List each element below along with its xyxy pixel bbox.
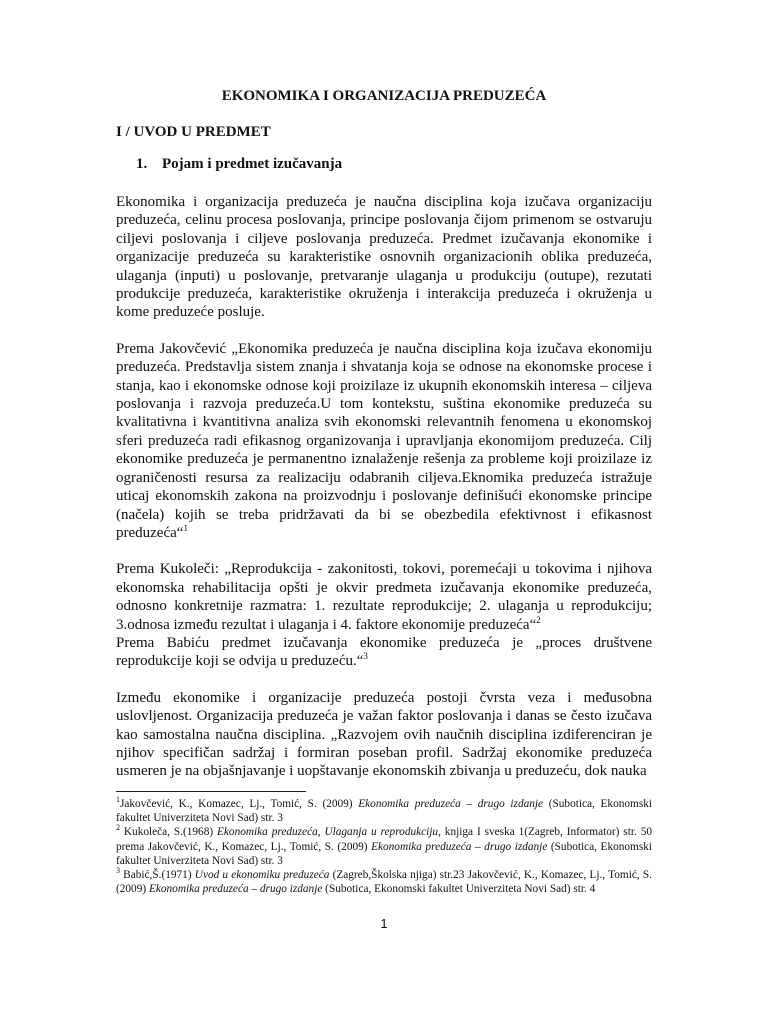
footnote-mark: 3 xyxy=(116,866,120,876)
paragraph-4-text: Prema Babiću predmet izučavanja ekonomike preduzeća je „proces društvene reprodukcije koji se odvija u preduzeću.“ xyxy=(116,634,652,670)
footnote-title: Uvod u ekonomiku preduzeća xyxy=(194,869,330,882)
paragraph-5: Između ekonomike i organizacije preduzeća postoji čvrsta veza i međusobna uslovljenost. Organizacija preduzeća je važan faktor poslovanja i danas se često izučava kao samostalna naučna disciplina. „Razvojem ovih naučnih disciplina izdiferenciran je njihov specifičan sadržaj i formiran poseban profil. Sadržaj ekonomike preduzeća usmeren je na objašnjavanje i uopštavanje ekonomskih zbivanja u preduzeću, dok nauka xyxy=(116,689,652,780)
footnote-mark: 2 xyxy=(116,823,120,833)
footnote-text: Kukoleča, S.(1968) xyxy=(120,826,218,839)
section-number: 1. xyxy=(136,156,148,172)
paragraph-3-text: Prema Kukoleči: „Reprodukcija - zakonitosti, tokovi, poremećaji u tokovima i njihova ekonomska rehabilitacija opšti je okvir predmeta izučavanja ekonomike preduzeća, odnosno konkretnije razmatra: 1. rezultate reprodukcije; 2. ulaganja u reprodukciju; 3.odnosa između rezultat i ulaganja i 4. faktore ekonomije preduzeća“ xyxy=(116,561,652,633)
footnote-text: , knjiga I sveska 1(Zagreb, Informator) str. 50 prema Jakovčević, K., Komazec, Lj., Tomić, S. (2009) xyxy=(116,826,652,853)
footnote-text: (Subotica, Ekonomski fakultet Univerziteta Novi Sad) str. 3 xyxy=(116,798,652,825)
chapter-heading: I / UVOD U PREDMET xyxy=(116,124,271,140)
page-number: 1 xyxy=(380,916,388,931)
paragraph-4 xyxy=(116,634,652,671)
section-heading xyxy=(136,156,342,173)
footnote-text: Babić,Š.(1971) xyxy=(120,869,195,882)
footnote-ref-2[interactable]: 2 xyxy=(536,614,541,625)
footnote-mark: 1 xyxy=(116,795,120,805)
body-text xyxy=(116,193,652,799)
paragraph-3 xyxy=(116,560,652,634)
paragraph-2-text: Prema Jakovčević „Ekonomika preduzeća je naučna disciplina koja izučava ekonomiju preduzeća. Predstavlja sistem znanja i shvatanja koja se odnose na ekonomske procese i stanja, kao i ekonomske odnose koji proizilaze iz ukupnih ekonomskih interesa – ciljeva poslovanja i razvoja preduzeća.U tom kontekstu, suština ekonomike preduzeća su kvalitativna i kvantitivna analiza svih ekonomski relevantnih fenomena u ekonomskoj sferi preduzeća radi efikasnog organizovanja i upravljanja ekonomijom preduzeća. Cilj ekonomike preduzeća je permanentno iznalaženje rešenja za probleme koji proizilaze iz ograničenosti resursa za realizaciju odabranih ciljeva.Eknomika preduzeća istražuje uticaj ekonomskih zakona na proizvodnju i poslovanje definišući ekonomske principe (načela) kojih se treba pridržavati da bi se obezbedila efektivnost i efikasnost preduzeća“ xyxy=(116,340,652,541)
footnote-ref-1[interactable]: 1 xyxy=(183,522,188,533)
footnote-divider xyxy=(116,791,306,792)
footnote-3 xyxy=(116,868,652,896)
footnote-text: (Zagreb,Školska njiga) str.23 Jakovčević, K., Komazec, Lj., Tomić, S. (2009) xyxy=(116,869,652,896)
footnote-text: Jakovčević, K., Komazec, Lj., Tomić, S. (2009) xyxy=(120,798,359,810)
footnote-title: Ekonomika preduzeća – drugo izdanje xyxy=(148,883,323,896)
footnote-title: Ekonomika preduzeća – drugo izdanje xyxy=(358,798,544,810)
document-title: EKONOMIKA I ORGANIZACIJA PREDUZEĆA xyxy=(221,88,547,104)
section-title: Pojam i predmet izučavanja xyxy=(162,156,343,172)
paragraph-1: Ekonomika i organizacija preduzeća je naučna disciplina koja izučava organizaciju preduzeća, celinu procesa poslovanja, principe poslovanja čijom primenom se ostvaruju ciljevi poslovanja i ciljeve poslovanja preduzeća. Predmet izučavanja ekonomike i organizacije preduzeća su karakteristike osnovnih organizacionih oblika preduzeća, ulaganja (inputi) u poslovanje, pretvaranje ulaganja u produkciju (outupe), rezutati produkcije preduzeća, karakteristike okruženja i interakcija preduzeća i okruženja u kome preduzeće posluje. xyxy=(116,194,652,321)
footnote-2 xyxy=(116,825,652,868)
footnote-title: Ekonomika preduzeća, Ulaganja u reprodukciju xyxy=(217,826,439,839)
footnotes xyxy=(116,797,652,896)
footnote-text: (Subotica, Ekonomski fakultet Univerziteta Novi Sad) str. 4 xyxy=(322,883,596,896)
footnote-1 xyxy=(116,797,652,825)
footnote-ref-3[interactable]: 3 xyxy=(363,651,368,662)
footnote-title: Ekonomika preduzeća – drugo izdanje xyxy=(371,840,548,853)
footnote-text: (Subotica, Ekonomski fakultet Univerziteta Novi Sad) str. 3 xyxy=(116,840,653,867)
paragraph-2 xyxy=(116,340,652,542)
